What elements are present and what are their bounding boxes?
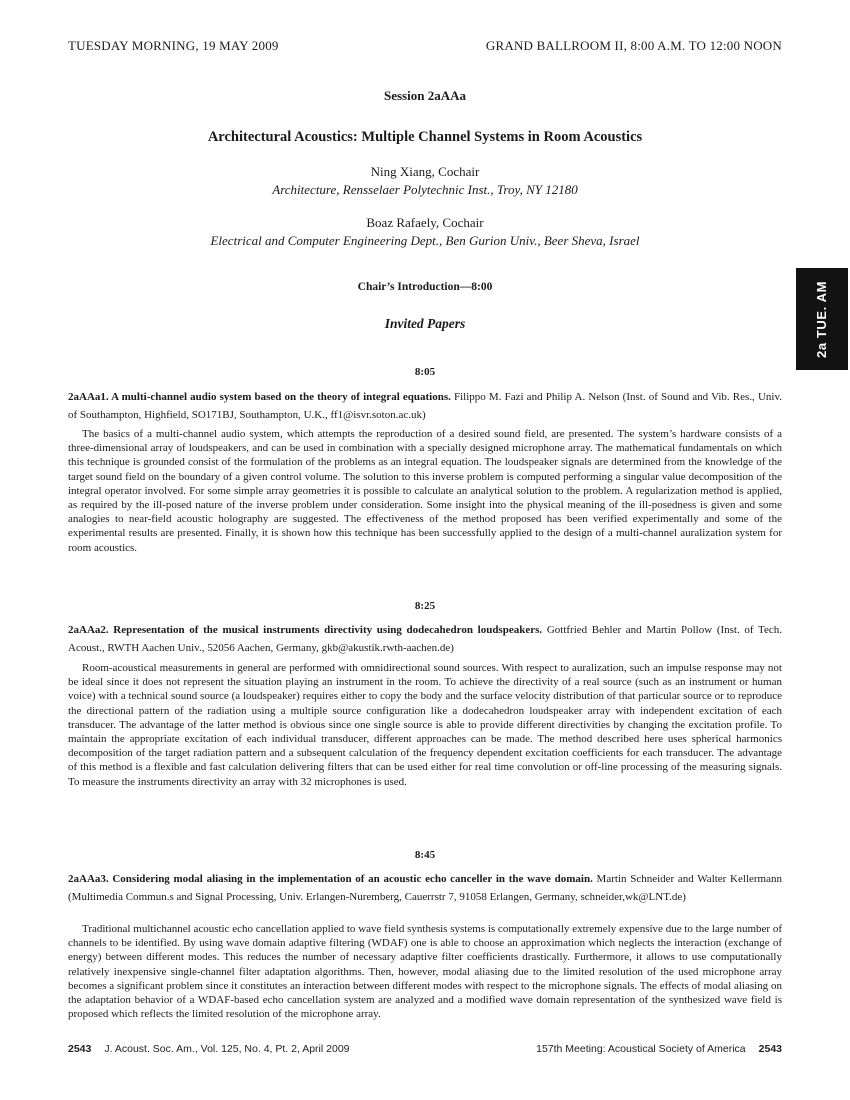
session-code: Session 2aAAa (384, 88, 466, 103)
paper-heading (68, 870, 782, 906)
paper-heading (68, 388, 782, 424)
page-header (68, 38, 782, 54)
session-location-time: GRAND BALLROOM II, 8:00 A.M. TO 12:00 NOON (485, 38, 782, 53)
paper-heading (68, 621, 782, 657)
paper-title: 2aAAa3. Considering modal aliasing in the implementation of an acoustic echo canceller in the wave domain. (68, 873, 593, 885)
cochair-block-1 (68, 163, 782, 198)
paper-abstract: Room-acoustical measurements in general are performed with omnidirectional sound sources. With respect to auralization, such an impulse response may not be ideal since it does not represent the situation playing an instrument in the room. To achieve the directivity of a real source (such as an instrument or human voice) with a technical sound source (a loudspeaker) requires either to copy the body and the surface velocity distribution of that particular source or to reproduce the directional pattern of the radiation using a multiple source configuration like a dodecahedron loudspeaker array with independent excitation of each transducer. The advantage of the latter method is obvious since one single source is able to provide different directivities by changing the excitation profile. To maintain the appropriate excitation of each individual transducer, different approaches can be made. The method described here uses spherical harmonics decomposition of the target radiation pattern and a subsequent calculation of the frequency dependent excitation coefficients for each transducer. The advantage of this method is a flexible and fast calculation delivering filters that can be used either for real time convolution or off-line processing of the measuring signals. To measure the instruments directivity an array with 32 microphones is used. (68, 662, 782, 788)
footer-page-number: 2543 (758, 1043, 782, 1055)
paper-time: 8:05 (414, 366, 436, 378)
paper-time: 8:45 (414, 849, 436, 861)
footer-meeting-label: 157th Meeting: Acoustical Society of America (536, 1043, 746, 1055)
chairs-introduction: Chair’s Introduction—8:00 (357, 281, 493, 293)
paper-title: 2aAAa1. A multi-channel audio system based on the theory of integral equations. (68, 391, 451, 403)
paper-title: 2aAAa2. Representation of the musical instruments directivity using dodecahedron loudspeakers. (68, 624, 543, 636)
session-title: Architectural Acoustics: Multiple Channel Systems in Room Acoustics (207, 129, 643, 145)
page-footer (68, 1043, 782, 1055)
footer-left (68, 1043, 350, 1055)
paper-authors: Gottfried Behler and Martin Pollow (Inst. of Tech. Acoust., RWTH Aachen Univ., 52056 Aachen, Germany, gkb@akustik.rwth-aachen.de) (68, 624, 783, 654)
paper-abstract: Traditional multichannel acoustic echo cancellation applied to wave field synthesis systems is computationally extremely expensive due to the large number of channels to be identified. By using wave domain adaptive filtering (WDAF) one is able to choose an approximation which neglects the interaction (exchange of energy) between different modes. This reduces the number of necessary adaptive filter coefficients drastically. Furthermore, it allows to use computationally relatively inexpensive single-channel filter adaptation algorithms. Then, however, modal aliasing due to the limited resolution of the used microphone array becomes a significant problem since it constitutes an interaction between different modes with respect to the microphone signals. The effects of modal aliasing on the adaptation behavior of a WDAF-based echo cancellation system are analyzed and a modified wave domain representation of the synthesized wave field is proposed which reflects the limited resolution of the microphone array. (68, 923, 782, 1021)
footer-page-number: 2543 (68, 1043, 92, 1055)
cochair-block-2 (68, 214, 782, 249)
footer-citation: J. Acoust. Soc. Am., Vol. 125, No. 4, Pt. 2, April 2009 (104, 1043, 350, 1055)
paper-authors: Filippo M. Fazi and Philip A. Nelson (Inst. of Sound and Vib. Res., Univ. of Southampton, Highfield, SO171BJ, Southampton, U.K., ff1@isvr.soton.ac.uk) (68, 391, 782, 421)
session-side-tab (796, 268, 848, 370)
paper-time: 8:25 (414, 600, 436, 612)
cochair-name: Boaz Rafaely, Cochair (366, 215, 484, 230)
cochair-affiliation: Architecture, Rensselaer Polytechnic Inst., Troy, NY 12180 (272, 181, 578, 197)
session-tab-label: 2a TUE. AM (814, 280, 830, 358)
footer-right (536, 1043, 782, 1055)
cochair-name: Ning Xiang, Cochair (370, 164, 480, 179)
paper-abstract: The basics of a multi-channel audio system, which attempts the reproduction of a desired sound field, are presented. The system’s hardware consists of a three-dimensional array of loudspeakers, and can be used in combination with a specially designed microphone array. The mathematical fundamentals on which this technique is grounded consist of the formulation of the problems as an integral equation. The loudspeaker signals are determined from the knowledge of the target sound field on the boundary of a given control volume. The solution to this inverse problem is computed performing a singular value decomposition of the integral operator involved. For some simple array geometries it is possible to calculate an analytical solution to the problem. A regularization method is applied, as required by the ill-posed nature of the inverse problem under consideration. Some insight into the physical meaning of the ill-posedness is given and some analogies to near-field acoustic holography are suggested. The effectiveness of the method proposed has been verified experimentally and some of the experimental results are presented. Finally, it is shown how this technique has been successfully applied to the design of a multi-channel auralization system for room acoustics. (68, 428, 782, 554)
session-date: TUESDAY MORNING, 19 MAY 2009 (68, 38, 279, 53)
invited-papers-heading: Invited Papers (384, 316, 466, 331)
paper-authors: Martin Schneider and Walter Kellermann (Multimedia Commun.s and Signal Processing, Univ. Erlangen-Nuremberg, Cauerrstr 7, 91058 Erlangen, Germany, schneider,wk@LNT.de) (68, 873, 782, 903)
cochair-affiliation: Electrical and Computer Engineering Dept., Ben Gurion Univ., Beer Sheva, Israel (210, 232, 640, 248)
